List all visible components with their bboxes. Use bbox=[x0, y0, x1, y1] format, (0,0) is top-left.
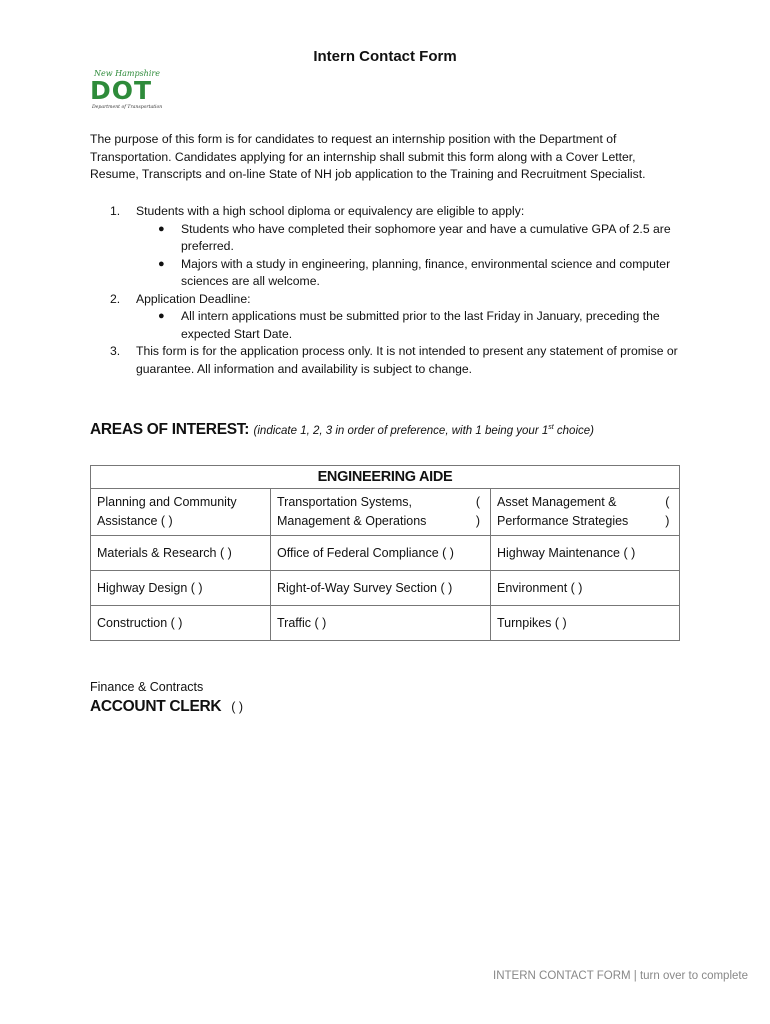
table-row bbox=[91, 606, 680, 641]
bullet-icon: ● bbox=[158, 222, 165, 235]
svg-text:Department of Transportation: Department of Transportation bbox=[92, 105, 163, 110]
table-row bbox=[91, 489, 680, 536]
option-right-of-way[interactable]: Right-of-Way Survey Section ( ) bbox=[271, 571, 491, 606]
table-row bbox=[91, 536, 680, 571]
option-highway-maintenance[interactable]: Highway Maintenance ( ) bbox=[491, 536, 680, 571]
table-header: ENGINEERING AIDE bbox=[91, 466, 680, 489]
option-materials[interactable]: Materials & Research ( ) bbox=[91, 536, 271, 571]
account-clerk-option[interactable]: ACCOUNT CLERK ( ) bbox=[90, 698, 244, 715]
areas-note: (indicate 1, 2, 3 in order of preference, with 1 being your 1st choice) bbox=[253, 424, 594, 437]
option-highway-design[interactable]: Highway Design ( ) bbox=[91, 571, 271, 606]
option-turnpikes[interactable]: Turnpikes ( ) bbox=[491, 606, 680, 641]
bullet-icon: ● bbox=[158, 257, 165, 270]
requirements-list bbox=[90, 203, 680, 378]
intro-paragraph: The purpose of this form is for candidates to request an internship position with the Department of Transportation. Candidates applying for an internship shall submit this form along with a Cover Letter, Resume, Transcripts and on-line State of NH job application to the Training and Recruitment Specialist. bbox=[90, 132, 646, 181]
option-construction[interactable]: Construction ( ) bbox=[91, 606, 271, 641]
option-planning[interactable]: Planning and Community Assistance ( ) bbox=[91, 489, 271, 536]
option-environment[interactable]: Environment ( ) bbox=[491, 571, 680, 606]
page-footer: INTERN CONTACT FORM | turn over to complete bbox=[493, 970, 748, 982]
list-item: 1. Students with a high school diploma or equivalency are eligible to apply: bbox=[110, 204, 525, 218]
sub-list-item: ● Majors with a study in engineering, planning, finance, environmental science and computer sciences are all welcome. bbox=[158, 256, 671, 288]
bullet-icon: ● bbox=[158, 310, 165, 322]
nh-dot-logo bbox=[90, 68, 168, 112]
sub-list-item: ● All intern applications must be submitted prior to the last Friday in January, preceding the expected Start Date. bbox=[158, 309, 660, 341]
sub-list-item: ● Students who have completed their sophomore year and have a cumulative GPA of 2.5 are preferred. bbox=[158, 221, 671, 253]
option-traffic[interactable]: Traffic ( ) bbox=[271, 606, 491, 641]
list-item: 3. This form is for the application process only. It is not intended to present any statement of promise or guarantee. All information and availability is subject to change. bbox=[110, 344, 678, 376]
svg-text:DOT: DOT bbox=[90, 76, 153, 105]
engineering-aide-table bbox=[90, 465, 680, 641]
table-row bbox=[91, 571, 680, 606]
finance-contracts-label: Finance & Contracts bbox=[90, 680, 204, 694]
list-item: 2. Application Deadline: bbox=[110, 291, 251, 306]
option-asset-management[interactable]: Asset Management & Performance Strategies ( ) bbox=[491, 489, 680, 536]
form-title: Intern Contact Form bbox=[313, 48, 457, 65]
option-tsmo[interactable]: Transportation Systems, Management & Operations ( ) bbox=[271, 489, 491, 536]
areas-of-interest-heading: AREAS OF INTEREST: (indicate 1, 2, 3 in order of preference, with 1 being your 1st choice) bbox=[90, 421, 594, 438]
option-federal-compliance[interactable]: Office of Federal Compliance ( ) bbox=[271, 536, 491, 571]
svg-text:New Hampshire: New Hampshire bbox=[94, 69, 160, 78]
